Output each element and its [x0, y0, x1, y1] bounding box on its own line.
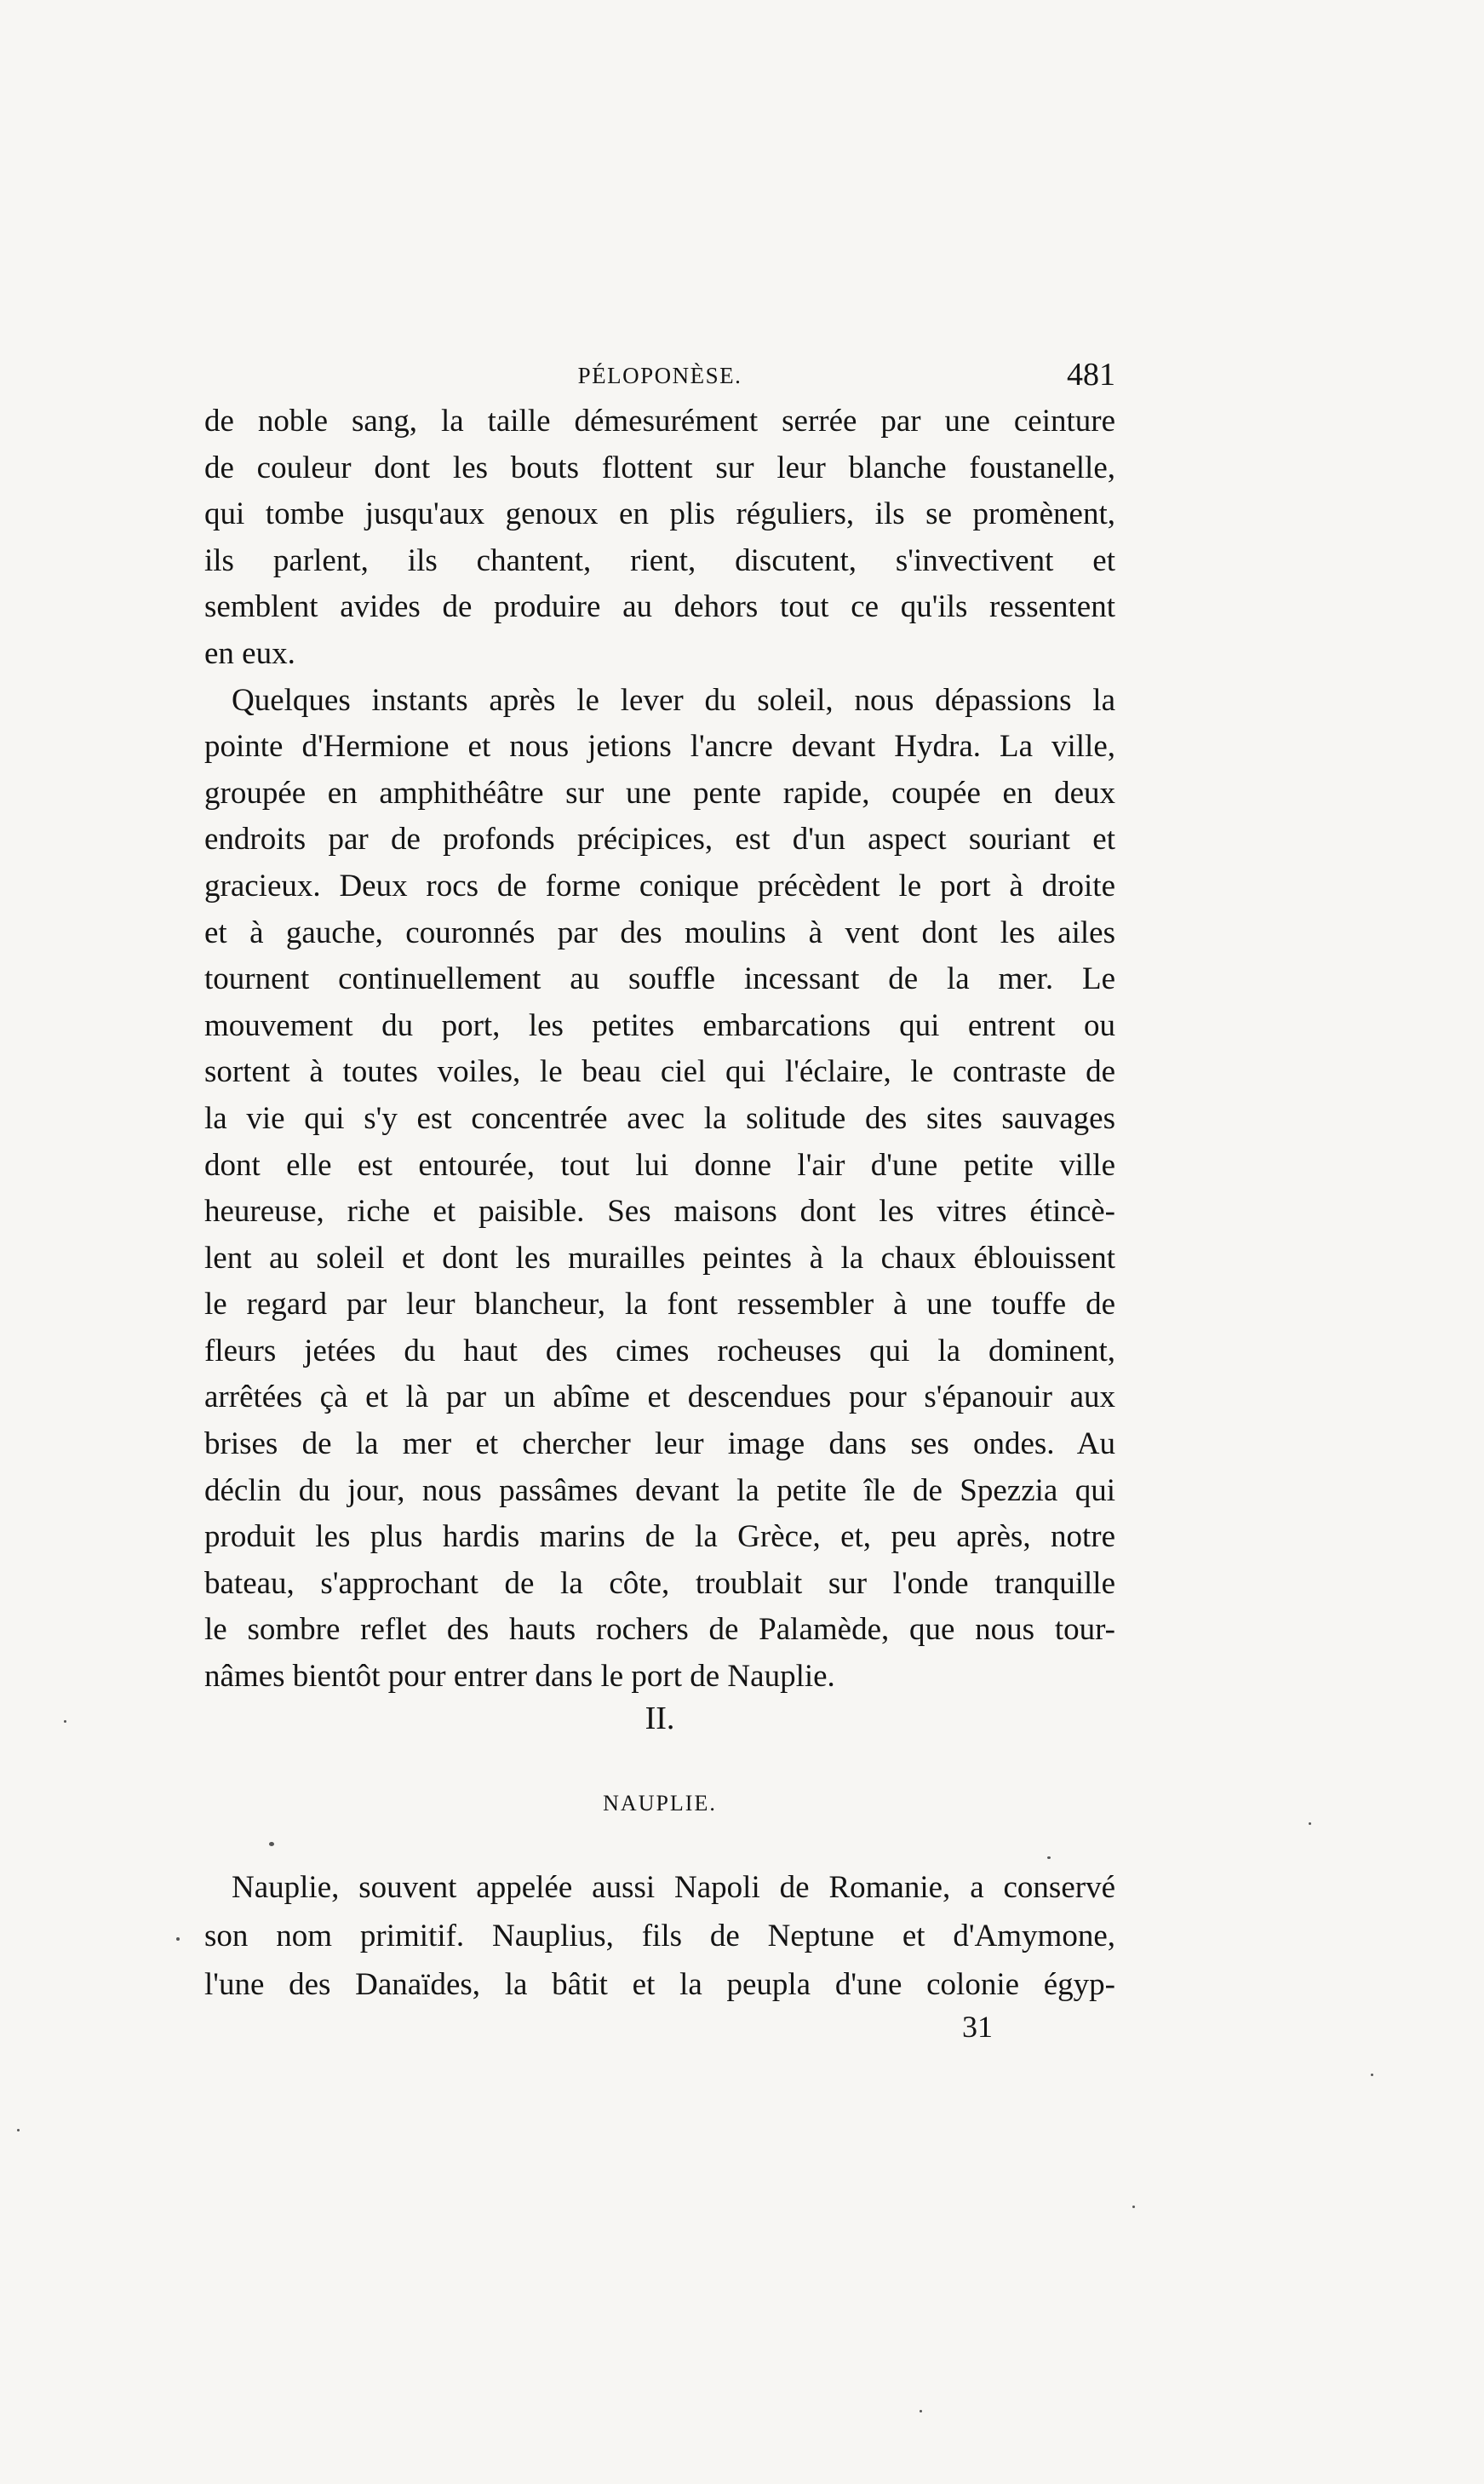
text-line: Quelques instants après le lever du soleil, nous dépassions la [232, 682, 1115, 718]
text-line: brises de la mer et chercher leur image dans ses ondes. Au [204, 1426, 1115, 1462]
text-line: gracieux. Deux rocs de forme conique précèdent le port à droite [204, 868, 1115, 904]
scan-speck [269, 1842, 274, 1846]
text-line: son nom primitif. Nauplius, fils de Neptune et d'Amymone, [204, 1919, 1115, 1953]
text-line: pointe d'Hermione et nous jetions l'ancre devant Hydra. La ville, [204, 729, 1115, 765]
scan-speck [1132, 2206, 1135, 2208]
scan-speck [1309, 1822, 1311, 1825]
text-line: tournent continuellement au souffle incessant de la mer. Le [204, 961, 1115, 997]
running-title: PÉLOPONÈSE. [577, 363, 742, 388]
text-line: Nauplie, souvent appelée aussi Napoli de Romanie, a conservé [232, 1870, 1115, 1905]
text-line: fleurs jetées du haut des cimes rocheuses qui la dominent, [204, 1333, 1115, 1368]
text-line: semblent avides de produire au dehors tout ce qu'ils ressentent [204, 589, 1115, 625]
text-line: l'une des Danaïdes, la bâtit et la peupla d'une colonie égyp- [204, 1967, 1115, 2002]
text-line: produit les plus hardis marins de la Grèce, et, peu après, notre [204, 1519, 1115, 1555]
scan-speck [176, 1937, 180, 1941]
text-line: heureuse, riche et paisible. Ses maisons dont les vitres étincè- [204, 1194, 1115, 1230]
paragraph-2 [204, 678, 1115, 1701]
section-number: II. [645, 1701, 675, 1736]
section-text [204, 1863, 1115, 2009]
scan-speck [920, 2410, 922, 2412]
text-line: dont elle est entourée, tout lui donne l'air d'une petite ville [204, 1147, 1115, 1183]
text-line: le regard par leur blancheur, la font ressembler à une touffe de [204, 1287, 1115, 1322]
text-line: et à gauche, couronnés par des moulins à vent dont les ailes [204, 915, 1115, 950]
text-line: déclin du jour, nous passâmes devant la petite île de Spezzia qui [204, 1472, 1115, 1508]
text-line: mouvement du port, les petites embarcations qui entrent ou [204, 1007, 1115, 1043]
text-line: la vie qui s'y est concentrée avec la solitude des sites sauvages [204, 1100, 1115, 1136]
page-header [204, 356, 1115, 399]
scan-speck [1047, 1856, 1051, 1859]
text-line: groupée en amphithéâtre sur une pente rapide, coupée en deux [204, 775, 1115, 811]
text-line: le sombre reflet des hauts rochers de Palamède, que nous tour- [204, 1612, 1115, 1648]
text-line: qui tombe jusqu'aux genoux en plis réguliers, ils se promènent, [204, 496, 1115, 532]
paragraph-1 [204, 399, 1115, 678]
scan-speck [1371, 2074, 1373, 2076]
text-line: endroits par de profonds précipices, est d'un aspect souriant et [204, 822, 1115, 858]
text-line: sortent à toutes voiles, le beau ciel qui l'éclaire, le contraste de [204, 1054, 1115, 1090]
text-line: de noble sang, la taille démesurément serrée par une ceinture [204, 404, 1115, 439]
text-line: de couleur dont les bouts flottent sur leur blanche foustanelle, [204, 450, 1115, 485]
paragraph-3 [204, 1863, 1115, 2009]
text-line: ils parlent, ils chantent, rient, discutent, s'invectivent et [204, 542, 1115, 578]
text-line: arrêtées çà et là par un abîme et descendues pour s'épanouir aux [204, 1380, 1115, 1415]
text-line: nâmes bientôt pour entrer dans le port de Nauplie. [204, 1659, 835, 1695]
scan-speck [17, 2129, 20, 2131]
signature-mark: 31 [962, 2010, 993, 2044]
text-line: bateau, s'approchant de la côte, troublait sur l'onde tranquille [204, 1565, 1115, 1601]
section-title: NAUPLIE. [603, 1791, 717, 1816]
main-text [204, 399, 1115, 1701]
text-line: en eux. [204, 635, 295, 671]
scan-speck [64, 1720, 66, 1723]
text-line: lent au soleil et dont les murailles peintes à la chaux éblouissent [204, 1240, 1115, 1276]
page-number: 481 [1067, 357, 1115, 393]
